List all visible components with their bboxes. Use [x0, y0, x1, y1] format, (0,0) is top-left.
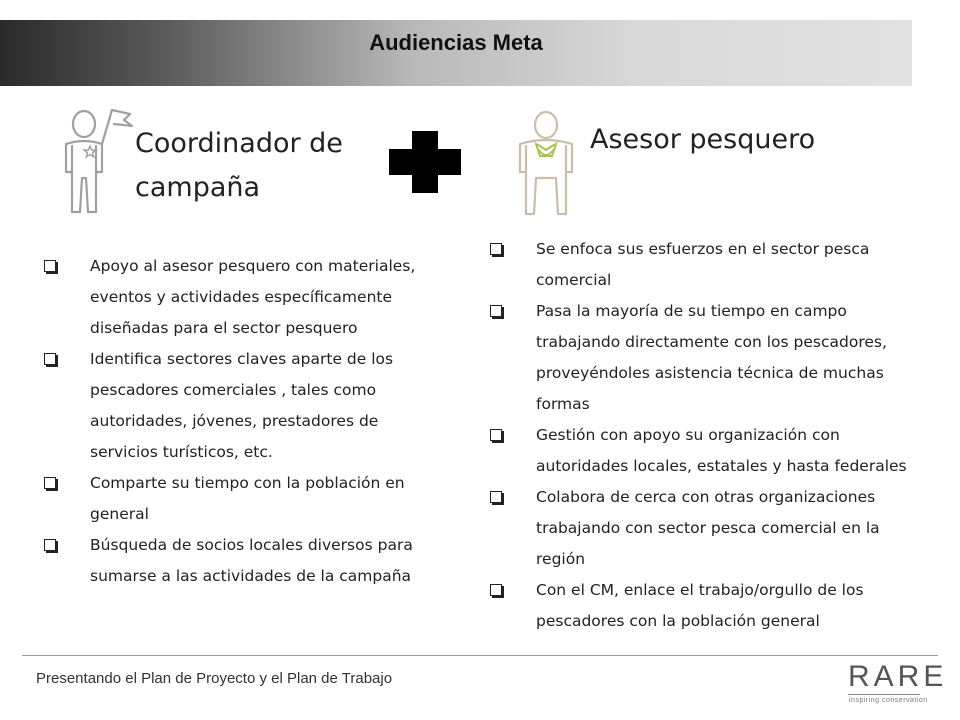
checkbox-bullet-icon [490, 243, 502, 255]
logo-underline [848, 694, 920, 695]
checkbox-bullet-icon [490, 584, 502, 596]
checkbox-bullet-icon [44, 353, 56, 365]
checkbox-bullet-icon [490, 305, 502, 317]
rare-logo: RARE [848, 660, 948, 693]
list-item: Comparte su tiempo con la población en general [44, 468, 464, 530]
advisor-list [490, 234, 935, 637]
coordinator-person-icon [54, 100, 136, 220]
list-item: Identifica sectores claves aparte de los pescadores comerciales , tales como autoridades, jóvenes, prestadores de servicios turísticos, etc. [44, 344, 464, 468]
footer-text: Presentando el Plan de Proyecto y el Plan de Trabajo [36, 670, 393, 687]
list-item: Pasa la mayoría de su tiempo en campo trabajando directamente con los pescadores, proveyéndoles asistencia técnica de muchas formas [490, 296, 935, 420]
coordinator-heading-line1: Coordinador de [135, 128, 343, 159]
coordinator-heading-line2: campaña [135, 172, 261, 203]
plus-icon [389, 131, 461, 193]
slide-title: Audiencias Meta [369, 30, 543, 55]
checkbox-bullet-icon [490, 491, 502, 503]
list-item: Búsqueda de socios locales diversos para sumarse a las actividades de la campaña [44, 530, 464, 592]
list-item: Gestión con apoyo su organización con autoridades locales, estatales y hasta federales [490, 420, 935, 482]
list-item: Se enfoca sus esfuerzos en el sector pesca comercial [490, 234, 935, 296]
list-item: Con el CM, enlace el trabajo/orgullo de los pescadores con la población general [490, 575, 935, 637]
list-item: Apoyo al asesor pesquero con materiales, eventos y actividades específicamente diseñadas para el sector pesquero [44, 251, 464, 344]
list-item: Colabora de cerca con otras organizaciones trabajando con sector pesca comercial en la región [490, 482, 935, 575]
checkbox-bullet-icon [44, 539, 56, 551]
advisor-heading: Asesor pesquero [590, 124, 816, 155]
checkbox-bullet-icon [44, 260, 56, 272]
logo-tagline: inspiring conservation [849, 697, 928, 704]
checkbox-bullet-icon [490, 429, 502, 441]
advisor-person-icon [512, 110, 582, 218]
footer-divider [22, 655, 938, 656]
coordinator-list [44, 251, 464, 592]
checkbox-bullet-icon [44, 477, 56, 489]
